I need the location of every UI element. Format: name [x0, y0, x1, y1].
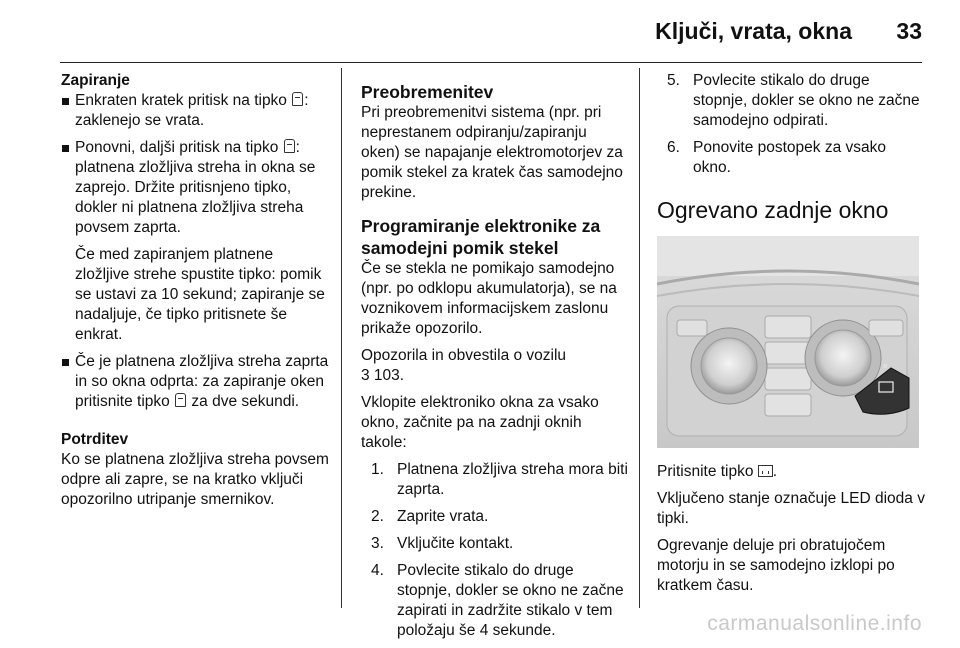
paragraph: Pri preobremenitvi sistema (npr. pri neprestanem odpiranju/zapiranju oken) se napajanje elektromotorjev za pomik stekel za kratek čas samodejno prekine. — [361, 104, 623, 201]
page-header — [60, 0, 922, 63]
climate-control-panel-photo — [657, 236, 919, 448]
column-divider — [639, 68, 640, 608]
page-title: Ključi, vrata, okna — [655, 18, 852, 44]
column-2 — [361, 71, 629, 648]
paragraph: Opozorila in obvestila o vozilu 3 103. — [361, 347, 567, 384]
paragraph: Vklopite elektroniko okna za vsako okno, začnite pa na zadnji oknih takole: — [361, 394, 599, 451]
bullet-square-icon — [62, 98, 69, 105]
list-item: 3. Vključite kontakt. — [371, 535, 514, 552]
column-3 — [657, 71, 925, 603]
list-item: 4. Povlecite stikalo do druge stopnje, dokler se okno ne začne zapirati in zadržite stikalo v tem položaju še 4 sekunde. — [371, 562, 624, 639]
section-heading-confirmation: Potrditev — [61, 431, 129, 448]
column-1 — [61, 71, 331, 517]
section-heading-heated-rear-window: Ogrevano zadnje okno — [657, 197, 889, 223]
paragraph: Pritisnite tipko . — [657, 463, 778, 480]
watermark: carmanualsonline.info — [707, 612, 922, 635]
bullet-item: Enkraten kratek pritisk na tipko : zaklenejo se vrata. — [61, 91, 331, 131]
list-item: 2. Zaprite vrata. — [371, 508, 489, 525]
paragraph: Ko se platnena zložljiva streha povsem odpre ali zapre, se na kratko vključi opozorilno utripanje smernikov. — [61, 451, 329, 508]
bullet-square-icon — [62, 145, 69, 152]
paragraph: Ogrevanje deluje pri obratujočem motorju in se samodejno izklopi po kratkem času. — [657, 537, 895, 594]
bullet-square-icon — [62, 359, 69, 366]
list-item: 1. Platnena zložljiva streha mora biti zaprta. — [371, 461, 628, 498]
list-item: 6. Ponovite postopek za vsako okno. — [667, 139, 887, 176]
paragraph: Vključeno stanje označuje LED dioda v tipki. — [657, 490, 925, 527]
heated-rear-window-icon — [758, 465, 773, 477]
control-panel-illustration — [657, 236, 919, 448]
close-button-icon — [175, 393, 186, 407]
column-divider — [341, 68, 342, 608]
page-reference-link[interactable]: 3 103. — [361, 367, 405, 384]
paragraph: Če se stekla ne pomikajo samodejno (npr. po odklopu akumulatorja), se na voznikovem informacijskem zaslonu prikaže opozorilo. — [361, 260, 617, 337]
section-heading-closing: Zapiranje — [61, 72, 130, 89]
bullet-continuation: Če med zapiranjem platnene zložljive strehe spustite tipko: pomik se ustavi za 10 sekund; zapiranje se nadaljuje, če tipko pritisnete še enkrat. — [75, 246, 325, 343]
section-heading-programming: Programiranje elektronike za samodejni pomik stekel — [361, 216, 601, 258]
section-heading-overload: Preobremenitev — [361, 82, 494, 102]
bullet-item: Če je platnena zložljiva streha zaprta in so okna odprta: za zapiranje oken pritisnite tipko za dve sekundi. — [61, 352, 331, 412]
close-button-icon — [292, 92, 303, 106]
page-number: 33 — [896, 18, 922, 44]
bullet-item: Ponovni, daljši pritisk na tipko : platnena zložljiva streha in okna se zaprejo. Držite pritisnjeno tipko, dokler ni platnena zložljiva streha povsem zaprta. — [61, 138, 331, 238]
list-item: 5. Povlecite stikalo do druge stopnje, dokler se okno ne začne samodejno odpirati. — [667, 72, 920, 129]
close-button-icon — [284, 139, 295, 153]
